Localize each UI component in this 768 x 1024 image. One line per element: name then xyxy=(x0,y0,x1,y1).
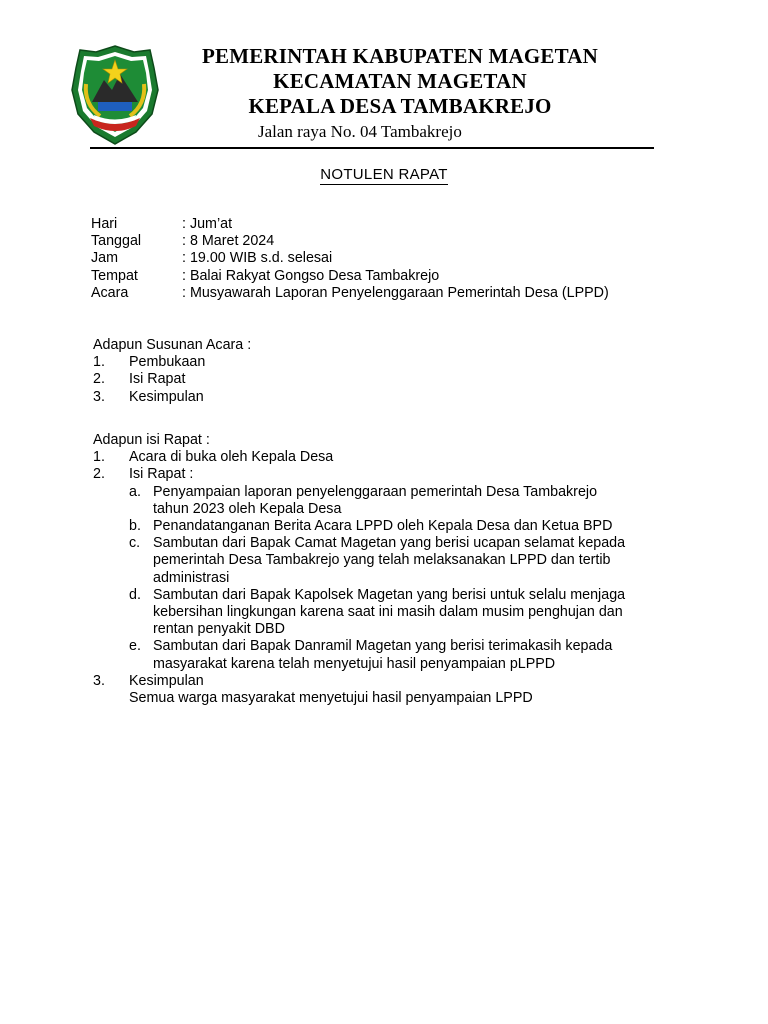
minutes-item-text: Acara di buka oleh Kepala Desa xyxy=(129,449,334,466)
meeting-detail-row xyxy=(91,216,609,233)
magetan-emblem-logo xyxy=(70,44,160,146)
letterhead-address: Jalan raya No. 04 Tambakrejo xyxy=(258,122,462,141)
sub-item-line: Penandatanganan Berita Acara LPPD oleh Kepala Desa dan Ketua BPD xyxy=(153,517,613,534)
sub-item-line: Sambutan dari Bapak Kapolsek Magetan yang berisi untuk selalu menjaga xyxy=(153,586,626,603)
agenda-heading: Adapun Susunan Acara : xyxy=(93,337,252,353)
minutes-sub-item xyxy=(129,587,625,639)
minutes-item-text: Kesimpulan xyxy=(129,672,204,689)
detail-label: Tanggal xyxy=(91,233,142,250)
minutes-sub-item xyxy=(129,535,625,587)
minutes-item-number: 3. xyxy=(93,672,105,689)
letterhead-line-1: PEMERINTAH KABUPATEN MAGETAN xyxy=(201,44,599,68)
agenda-item xyxy=(93,354,251,371)
sub-item-line: administrasi xyxy=(153,569,230,586)
letterhead-line-3: KEPALA DESA TAMBAKREJO xyxy=(248,94,552,118)
detail-label: Hari xyxy=(91,216,118,232)
detail-value: : Musyawarah Laporan Penyelenggaraan Pemerintah Desa (LPPD) xyxy=(182,284,609,301)
sub-item-line: pemerintah Desa Tambakrejo yang telah melaksanakan LPPD dan tertib xyxy=(153,552,611,569)
meeting-detail-row xyxy=(91,233,609,250)
minutes-item xyxy=(93,673,625,690)
sub-item-letter: d. xyxy=(129,586,141,603)
sub-item-letter: e. xyxy=(129,638,141,655)
sub-item-line: Sambutan dari Bapak Danramil Magetan yang berisi terimakasih kepada xyxy=(153,638,613,655)
detail-label: Acara xyxy=(91,284,129,301)
detail-label: Tempat xyxy=(91,267,138,284)
detail-value: : 8 Maret 2024 xyxy=(182,233,275,250)
minutes-sub-item xyxy=(129,484,625,518)
agenda-item xyxy=(93,371,251,388)
agenda-item-text: Kesimpulan xyxy=(129,388,204,405)
minutes-item xyxy=(93,466,625,483)
meeting-detail-row xyxy=(91,250,609,267)
meeting-detail-row xyxy=(91,285,609,302)
sub-item-line: rentan penyakit DBD xyxy=(153,621,285,638)
sub-item-line: Sambutan dari Bapak Camat Magetan yang berisi ucapan selamat kepada xyxy=(153,535,626,552)
agenda-item-number: 2. xyxy=(93,371,105,388)
detail-value: : 19.00 WIB s.d. selesai xyxy=(182,250,333,267)
minutes-item-number: 2. xyxy=(93,466,105,483)
minutes-item-text: Isi Rapat : xyxy=(129,466,194,483)
minutes-section xyxy=(93,432,625,707)
minutes-sub-item xyxy=(129,518,625,535)
sub-item-letter: b. xyxy=(129,517,141,534)
letterhead-divider xyxy=(90,147,654,149)
sub-item-letter: a. xyxy=(129,483,141,500)
minutes-sub-item xyxy=(129,638,625,672)
agenda-item xyxy=(93,389,251,406)
minutes-item-number: 1. xyxy=(93,449,105,466)
minutes-heading: Adapun isi Rapat : xyxy=(93,432,210,448)
document-title-text: NOTULEN RAPAT xyxy=(320,166,448,183)
detail-value: : Jum’at xyxy=(182,216,233,232)
detail-value: : Balai Rakyat Gongso Desa Tambakrejo xyxy=(182,267,440,284)
sub-item-line: kebersihan lingkungan karena saat ini masih dalam musim penghujan dan xyxy=(153,604,623,620)
agenda-item-number: 1. xyxy=(93,354,105,371)
sub-item-letter: c. xyxy=(129,535,141,552)
agenda-item-number: 3. xyxy=(93,388,105,405)
letterhead xyxy=(170,44,630,144)
meeting-detail-row xyxy=(91,268,609,285)
detail-label: Jam xyxy=(91,250,119,267)
minutes-item xyxy=(93,449,625,466)
agenda-item-text: Pembukaan xyxy=(129,354,206,371)
sub-item-line: masyarakat karena telah menyetujui hasil penyampaian pLPPD xyxy=(153,655,556,672)
conclusion-text: Semua warga masyarakat menyetujui hasil penyampaian LPPD xyxy=(129,690,533,706)
sub-item-line: Penyampaian laporan penyelenggaraan pemerintah Desa Tambakrejo xyxy=(153,483,598,500)
document-title xyxy=(0,166,768,183)
meeting-details xyxy=(91,216,609,302)
letterhead-line-2: KECAMATAN MAGETAN xyxy=(273,69,527,93)
minutes-sub-list xyxy=(129,484,625,673)
sub-item-line: tahun 2023 oleh Kepala Desa xyxy=(153,500,342,517)
agenda-section xyxy=(93,337,251,406)
agenda-item-text: Isi Rapat xyxy=(129,371,186,388)
